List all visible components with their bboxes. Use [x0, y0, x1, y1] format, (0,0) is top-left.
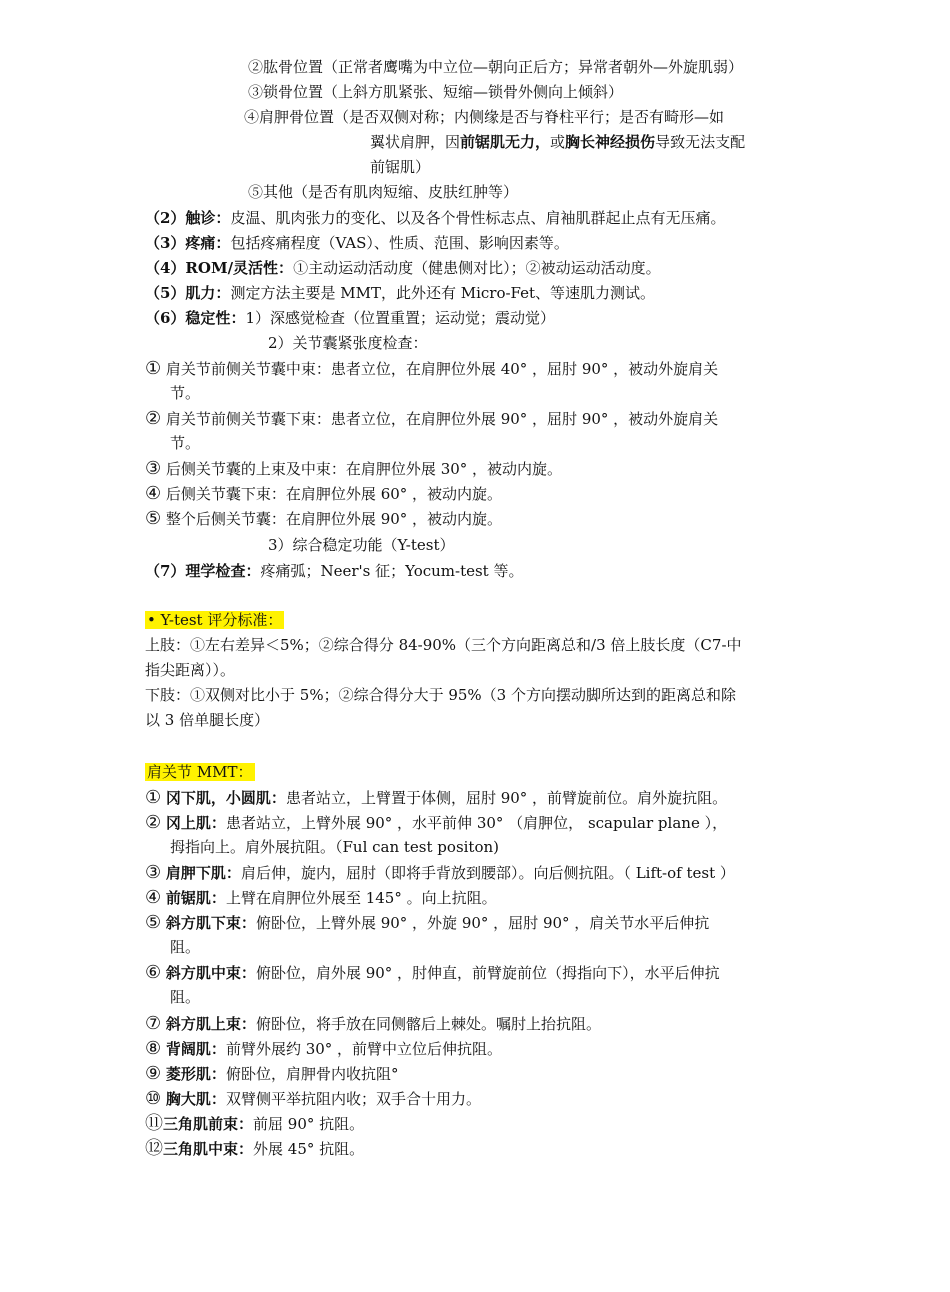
mmt-item — [145, 1086, 481, 1112]
humerus-position: ②肱骨位置（正常者鹰嘴为中立位—朝向正后方；异常者朝外—外旋肌弱） — [248, 58, 744, 76]
scapula-bold-a: 前锯肌无力， — [460, 133, 551, 151]
capsule-item — [145, 481, 502, 507]
muscle-label: 三角肌中束： — [163, 1140, 254, 1158]
item-label: （4）ROM/灵活性： — [145, 259, 294, 277]
muscle-label: 菱形肌： — [165, 1065, 226, 1083]
item-number: ⑦ — [145, 1013, 162, 1034]
ytest-heading — [145, 608, 284, 633]
item-text: 外展 45° 抗阻。 — [253, 1140, 365, 1158]
item-label: （6）稳定性： — [145, 309, 246, 327]
item-number: ① — [145, 358, 162, 379]
item-number: ⑫ — [145, 1138, 163, 1159]
item-number: ⑥ — [145, 962, 162, 983]
mmt-item — [145, 785, 727, 811]
muscle-label: 肩胛下肌： — [165, 864, 241, 882]
mmt-item — [145, 1111, 364, 1137]
scapula-text-a: 翼状肩胛，因 — [370, 133, 461, 151]
item-text: 肩关节前侧关节囊中束：患者立位，在肩胛位外展 40° ，屈肘 90° ，被动外旋肩关 — [165, 360, 719, 378]
muscle-label: 前锯肌： — [165, 889, 226, 907]
item-text: 前屈 90° 抗阻。 — [253, 1115, 365, 1133]
item-text: 疼痛弧；Neer's 征；Yocum-test 等。 — [260, 562, 524, 580]
mmt-item — [145, 1061, 398, 1087]
mmt-item — [145, 910, 709, 936]
ytest-upper-line2: 指尖距离））。 — [145, 661, 236, 679]
item-text: 俯卧位，上臂外展 90° ，外旋 90° ，屈肘 90° ，肩关节水平后伸抗 — [255, 914, 710, 932]
item-stability — [145, 306, 555, 331]
scapula-text-b: 或 — [550, 133, 566, 151]
item-number: ⑩ — [145, 1088, 162, 1109]
mmt-item — [145, 1136, 364, 1162]
item-palpation — [145, 206, 725, 231]
mmt-item-cont: 阻。 — [170, 988, 201, 1006]
mmt-item — [145, 960, 720, 986]
mmt-item-cont: 阻。 — [170, 938, 201, 956]
item-number: ⑪ — [145, 1113, 163, 1134]
item-physical-exam — [145, 559, 523, 584]
ytest-lower-line2: 以 3 倍单腿长度） — [145, 711, 270, 729]
muscle-label: 斜方肌中束： — [165, 964, 256, 982]
item-number: ② — [145, 408, 162, 429]
item-number: ④ — [145, 483, 162, 504]
capsule-item — [145, 506, 502, 532]
scapula-bold-b: 胸长神经损伤 — [565, 133, 656, 151]
item-number: ① — [145, 787, 162, 808]
scapula-text-c: 导致无法支配 — [655, 133, 746, 151]
item-number: ③ — [145, 862, 162, 883]
item-text: 皮温、肌肉张力的变化、以及各个骨性标志点、肩袖肌群起止点有无压痛。 — [230, 209, 726, 227]
item-text: 俯卧位，将手放在同侧髂后上棘处。嘱肘上抬抗阻。 — [255, 1015, 601, 1033]
muscle-label: 胸大肌： — [165, 1090, 226, 1108]
mmt-item — [145, 860, 735, 886]
muscle-label: 冈下肌，小圆肌： — [165, 789, 286, 807]
stability-sub2: 2）关节囊紧张度检查： — [268, 334, 428, 352]
item-number: ③ — [145, 458, 162, 479]
item-text: 俯卧位，肩胛骨内收抗阻° — [225, 1065, 399, 1083]
ytest-heading-text: • Y-test 评分标准： — [147, 611, 283, 629]
item-label: （3）疼痛： — [145, 234, 231, 252]
item-text: 前臂外展约 30° ，前臂中立位后伸抗阻。 — [225, 1040, 503, 1058]
muscle-label: 背阔肌： — [165, 1040, 226, 1058]
item-rom — [145, 256, 661, 281]
clavicle-position: ③锁骨位置（上斜方肌紧张、短缩—锁骨外侧向上倾斜） — [248, 83, 624, 101]
item-text: 肩关节前侧关节囊下束：患者立位，在肩胛位外展 90° ，屈肘 90° ，被动外旋肩关 — [165, 410, 719, 428]
muscle-label: 斜方肌下束： — [165, 914, 256, 932]
item-label: （7）理学检查： — [145, 562, 261, 580]
scapula-position-line3: 前锯肌） — [370, 158, 431, 176]
item-number: ② — [145, 812, 162, 833]
item-number: ⑤ — [145, 508, 162, 529]
item-text: 双臂侧平举抗阻内收；双手合十用力。 — [225, 1090, 481, 1108]
capsule-item — [145, 356, 718, 382]
item-text: 肩后伸，旋内，屈肘（即将手背放到腰部）。向后侧抗阻。（ Lift-of test ） — [240, 864, 735, 882]
item-text: 测定方法主要是 MMT，此外还有 Micro-Fet、等速肌力测试。 — [230, 284, 656, 302]
item-number: ⑤ — [145, 912, 162, 933]
item-text: 患者站立，上臂外展 90° ，水平前伸 30° （肩胛位， scapular plane ）， — [225, 814, 728, 832]
other-item: ⑤其他（是否有肌肉短缩、皮肤红肿等） — [248, 183, 519, 201]
capsule-item — [145, 456, 562, 482]
item-text: 患者站立，上臂置于体侧，屈肘 90° ，前臂旋前位。肩外旋抗阻。 — [285, 789, 728, 807]
item-label: （5）肌力： — [145, 284, 231, 302]
ytest-upper-line1: 上肢：①左右差异＜5%；②综合得分 84-90%（三个方向距离总和/3 倍上肢长度（C7-中 — [145, 636, 742, 654]
item-number: ⑨ — [145, 1063, 162, 1084]
capsule-item-cont: 节。 — [170, 384, 201, 402]
item-text: 1）深感觉检查（位置重置；运动觉；震动觉） — [245, 309, 555, 327]
ytest-lower-line1: 下肢：①双侧对比小于 5%；②综合得分大于 95%（3 个方向摆动脚所达到的距离总和除 — [145, 686, 736, 704]
scapula-position-line2 — [370, 130, 745, 155]
mmt-item — [145, 810, 727, 836]
item-strength — [145, 281, 655, 306]
mmt-item — [145, 885, 497, 911]
muscle-label: 斜方肌上束： — [165, 1015, 256, 1033]
item-label: （2）触诊： — [145, 209, 231, 227]
mmt-item — [145, 1011, 601, 1037]
stability-sub3: 3）综合稳定功能（Y-test） — [268, 536, 455, 554]
scapula-position-line1: ④肩胛骨位置（是否双侧对称；内侧缘是否与脊柱平行；是否有畸形—如 — [244, 108, 725, 126]
item-text: 俯卧位，肩外展 90° ，肘伸直，前臂旋前位（拇指向下），水平后伸抗 — [255, 964, 720, 982]
item-text: 包括疼痛程度（VAS）、性质、范围、影响因素等。 — [230, 234, 569, 252]
item-text: ①主动运动活动度（健患侧对比）；②被动运动活动度。 — [293, 259, 661, 277]
item-pain — [145, 231, 569, 256]
item-text: 上臂在肩胛位外展至 145° 。向上抗阻。 — [225, 889, 497, 907]
muscle-label: 三角肌前束： — [163, 1115, 254, 1133]
item-text: 后侧关节囊下束：在肩胛位外展 60° ，被动内旋。 — [165, 485, 503, 503]
item-text: 整个后侧关节囊：在肩胛位外展 90° ，被动内旋。 — [165, 510, 503, 528]
muscle-label: 冈上肌： — [165, 814, 226, 832]
mmt-heading — [145, 760, 255, 785]
item-number: ⑧ — [145, 1038, 162, 1059]
mmt-heading-text: 肩关节 MMT： — [147, 763, 253, 781]
capsule-item-cont: 节。 — [170, 434, 201, 452]
capsule-item — [145, 406, 718, 432]
item-text: 后侧关节囊的上束及中束：在肩胛位外展 30° ，被动内旋。 — [165, 460, 563, 478]
mmt-item-cont: 拇指向上。肩外展抗阻。（Ful can test positon) — [170, 838, 500, 856]
mmt-item — [145, 1036, 502, 1062]
item-number: ④ — [145, 887, 162, 908]
